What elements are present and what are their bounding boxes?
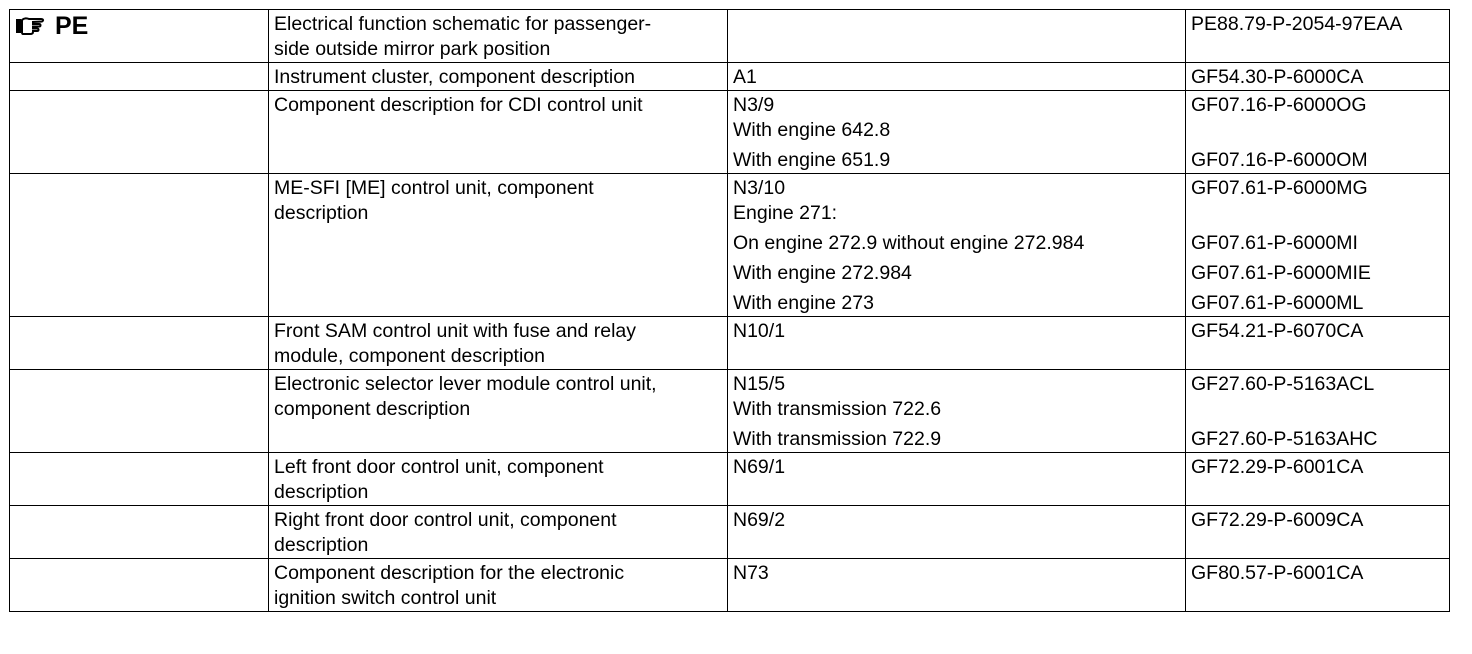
row-code: N69/1 (733, 456, 786, 478)
row-marker-cell (10, 453, 269, 506)
row-ref-cell (1186, 91, 1450, 174)
row-title-cell (269, 10, 728, 63)
row-code: With engine 651.9 (733, 149, 891, 171)
row-title-line: Electrical function schematic for passenger- (274, 13, 652, 35)
row-code: N3/9 (733, 94, 775, 116)
row-marker-cell (10, 370, 269, 453)
row-reference-link[interactable]: GF72.29-P-6001CA (1191, 456, 1364, 478)
document-marker (15, 12, 263, 40)
row-title-line: Instrument cluster, component description (274, 66, 635, 88)
row-title-line: Right front door control unit, component (274, 509, 617, 531)
row-title-line: module, component description (274, 345, 545, 367)
row-marker-cell (10, 317, 269, 370)
row-marker-cell (10, 174, 269, 317)
table-row (10, 453, 1450, 506)
reference-table-body (10, 10, 1450, 612)
row-marker-cell (10, 506, 269, 559)
row-ref-cell (1186, 10, 1450, 63)
row-code: With engine 272.984 (733, 262, 912, 284)
document-marker-label: PE (55, 12, 89, 40)
row-code: With transmission 722.6 (733, 398, 942, 420)
row-reference-link[interactable]: GF07.61-P-6000MG (1191, 177, 1368, 199)
row-code: N69/2 (733, 509, 786, 531)
row-reference-link (1191, 201, 1444, 226)
row-title-cell (269, 63, 728, 91)
table-row (10, 63, 1450, 91)
row-code: On engine 272.9 without engine 272.984 (733, 232, 1085, 254)
row-title-line: Left front door control unit, component (274, 456, 604, 478)
row-title-cell (269, 506, 728, 559)
row-title-cell (269, 317, 728, 370)
row-code (733, 12, 1180, 37)
row-reference-link[interactable]: GF07.61-P-6000ML (1191, 292, 1364, 314)
row-code-cell (728, 506, 1186, 559)
row-title-line: ME-SFI [ME] control unit, component (274, 177, 594, 199)
row-title-line: ignition switch control unit (274, 587, 497, 609)
row-title-line: Front SAM control unit with fuse and relay (274, 320, 636, 342)
row-code: Engine 271: (733, 202, 838, 224)
row-title-cell (269, 174, 728, 317)
row-reference-link[interactable]: GF07.61-P-6000MIE (1191, 262, 1371, 284)
row-code: N10/1 (733, 320, 786, 342)
row-ref-cell (1186, 174, 1450, 317)
row-code: N73 (733, 562, 769, 584)
row-marker-cell (10, 559, 269, 612)
row-title-line: description (274, 534, 369, 556)
row-reference-link[interactable]: GF54.30-P-6000CA (1191, 66, 1364, 88)
row-reference-link[interactable]: GF72.29-P-6009CA (1191, 509, 1364, 531)
row-ref-cell (1186, 506, 1450, 559)
row-ref-cell (1186, 317, 1450, 370)
row-marker-cell (10, 91, 269, 174)
table-row (10, 91, 1450, 174)
table-row (10, 559, 1450, 612)
row-marker-cell (10, 10, 269, 63)
row-code: N3/10 (733, 177, 786, 199)
reference-table (9, 9, 1450, 612)
row-ref-cell (1186, 370, 1450, 453)
table-row (10, 174, 1450, 317)
row-code: With engine 273 (733, 292, 874, 314)
row-code-cell (728, 370, 1186, 453)
row-code: A1 (733, 66, 757, 88)
row-reference-link[interactable]: GF07.16-P-6000OG (1191, 94, 1367, 116)
row-reference-link (1191, 118, 1444, 143)
row-reference-link (1191, 397, 1444, 422)
row-reference-link[interactable]: GF07.61-P-6000MI (1191, 232, 1358, 254)
row-code: With transmission 722.9 (733, 428, 942, 450)
row-code-cell (728, 10, 1186, 63)
row-code-cell (728, 317, 1186, 370)
row-title-line: Component description for the electronic (274, 562, 625, 584)
row-reference-link[interactable]: GF80.57-P-6001CA (1191, 562, 1364, 584)
row-code-cell (728, 453, 1186, 506)
row-code-cell (728, 91, 1186, 174)
row-code: With engine 642.8 (733, 119, 891, 141)
row-title-cell (269, 370, 728, 453)
row-reference-link[interactable]: GF27.60-P-5163AHC (1191, 428, 1378, 450)
table-row (10, 317, 1450, 370)
row-title-line: description (274, 202, 369, 224)
row-ref-cell (1186, 559, 1450, 612)
pointing-hand-icon (15, 15, 51, 37)
table-row (10, 506, 1450, 559)
row-title-line: side outside mirror park position (274, 38, 551, 60)
row-reference-link[interactable]: GF54.21-P-6070CA (1191, 320, 1364, 342)
row-title-cell (269, 91, 728, 174)
row-code: N15/5 (733, 373, 786, 395)
row-reference-link[interactable]: PE88.79-P-2054-97EAA (1191, 13, 1403, 35)
row-title-line: description (274, 481, 369, 503)
table-row (10, 10, 1450, 63)
table-row (10, 370, 1450, 453)
row-code-cell (728, 63, 1186, 91)
row-ref-cell (1186, 63, 1450, 91)
row-reference-link[interactable]: GF27.60-P-5163ACL (1191, 373, 1375, 395)
row-title-cell (269, 559, 728, 612)
row-code-cell (728, 174, 1186, 317)
row-title-line: component description (274, 398, 471, 420)
row-title-line: Electronic selector lever module control unit, (274, 373, 657, 395)
row-ref-cell (1186, 453, 1450, 506)
row-code-cell (728, 559, 1186, 612)
row-title-line: Component description for CDI control unit (274, 94, 643, 116)
row-marker-cell (10, 63, 269, 91)
row-reference-link[interactable]: GF07.16-P-6000OM (1191, 149, 1368, 171)
row-title-cell (269, 453, 728, 506)
